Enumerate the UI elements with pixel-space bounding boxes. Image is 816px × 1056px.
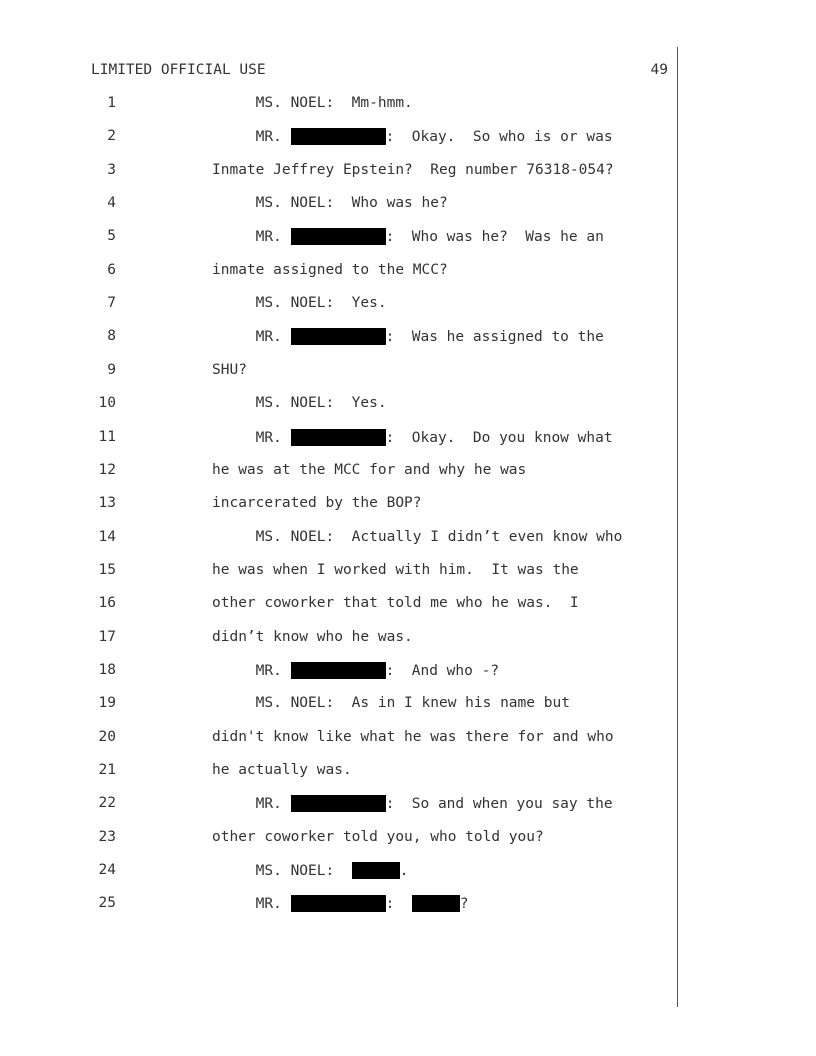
line-number: 21 xyxy=(98,762,116,778)
transcript-text: MR. xyxy=(212,896,291,912)
line-number: 10 xyxy=(98,395,116,411)
transcript-text: MS. NOEL: As in I knew his name but xyxy=(212,695,570,711)
transcript-line xyxy=(212,862,408,879)
line-number: 7 xyxy=(107,295,116,311)
line-number: 2 xyxy=(107,128,116,144)
transcript-text: : So and when you say the xyxy=(385,796,613,812)
transcript-text: Inmate Jeffrey Epstein? Reg number 76318-054? xyxy=(212,162,614,178)
line-number: 20 xyxy=(98,729,116,745)
line-number: 24 xyxy=(98,862,116,878)
transcript-text: inmate assigned to the MCC? xyxy=(212,262,448,278)
classification-header: LIMITED OFFICIAL USE xyxy=(91,62,266,78)
transcript-line xyxy=(212,262,448,278)
transcript-line xyxy=(212,328,604,345)
line-number: 5 xyxy=(107,228,116,244)
line-number: 11 xyxy=(98,429,116,445)
transcript-text: ? xyxy=(459,896,469,912)
transcript-text: MR. xyxy=(212,430,291,446)
redaction-block xyxy=(291,328,386,345)
transcript-line xyxy=(212,495,422,511)
transcript-text: MS. NOEL: xyxy=(212,863,352,879)
transcript-line xyxy=(212,762,352,778)
line-number: 16 xyxy=(98,595,116,611)
transcript-text: : And who -? xyxy=(385,663,500,679)
redaction-block xyxy=(291,662,386,679)
transcript-text: : Okay. Do you know what xyxy=(385,430,613,446)
transcript-line xyxy=(212,529,622,545)
line-number: 22 xyxy=(98,795,116,811)
transcript-line xyxy=(212,395,387,411)
transcript-line xyxy=(212,895,469,912)
transcript-line xyxy=(212,228,604,245)
transcript-line xyxy=(212,829,544,845)
right-margin-rule xyxy=(677,47,678,1007)
transcript-line xyxy=(212,562,579,578)
transcript-text: didn't know like what he was there for and who xyxy=(212,729,614,745)
redaction-block xyxy=(352,862,400,879)
transcript-text: other coworker that told me who he was. I xyxy=(212,595,579,611)
line-number: 3 xyxy=(107,162,116,178)
transcript-text: he actually was. xyxy=(212,762,352,778)
line-number: 14 xyxy=(98,529,116,545)
line-number: 15 xyxy=(98,562,116,578)
line-number: 12 xyxy=(98,462,116,478)
transcript-line xyxy=(212,729,614,745)
transcript-text: incarcerated by the BOP? xyxy=(212,495,422,511)
transcript-text: MS. NOEL: Mm-hmm. xyxy=(255,95,413,111)
redaction-block xyxy=(291,429,386,446)
transcript-line xyxy=(212,362,247,378)
transcript-text xyxy=(212,95,256,111)
transcript-text: MS. NOEL: Who was he? xyxy=(212,195,448,211)
transcript-line xyxy=(212,695,570,711)
transcript-text: SHU? xyxy=(212,362,247,378)
transcript-text: MS. NOEL: Yes. xyxy=(212,395,387,411)
transcript-text: other coworker told you, who told you? xyxy=(212,829,544,845)
transcript-line xyxy=(212,629,413,645)
transcript-text: MR. xyxy=(212,129,291,145)
line-number: 8 xyxy=(107,328,116,344)
redaction-block xyxy=(291,128,386,145)
line-number: 17 xyxy=(98,629,116,645)
transcript-text: : Okay. So who is or was xyxy=(385,129,613,145)
transcript-line xyxy=(212,95,413,111)
transcript-text: : Was he assigned to the xyxy=(385,329,604,345)
transcript-text: : xyxy=(385,896,412,912)
transcript-text: MS. NOEL: Yes. xyxy=(212,295,387,311)
transcript-text: he was when I worked with him. It was the xyxy=(212,562,579,578)
transcript-line xyxy=(212,795,613,812)
page-number: 49 xyxy=(650,62,668,78)
redaction-block xyxy=(291,895,386,912)
line-number: 25 xyxy=(98,895,116,911)
line-number: 1 xyxy=(107,95,116,111)
transcript-line xyxy=(212,429,613,446)
redaction-block xyxy=(291,795,386,812)
transcript-text: MR. xyxy=(212,663,291,679)
line-number: 13 xyxy=(98,495,116,511)
redaction-block xyxy=(291,228,386,245)
transcript-line xyxy=(212,462,526,478)
line-number: 19 xyxy=(98,695,116,711)
transcript-line xyxy=(212,662,499,679)
redaction-block xyxy=(412,895,460,912)
transcript-line xyxy=(212,195,448,211)
line-number: 6 xyxy=(107,262,116,278)
transcript-text: didn’t know who he was. xyxy=(212,629,413,645)
line-number: 23 xyxy=(98,829,116,845)
line-number: 18 xyxy=(98,662,116,678)
line-number: 4 xyxy=(107,195,116,211)
transcript-text: MS. NOEL: Actually I didn’t even know who xyxy=(212,529,623,545)
transcript-line xyxy=(212,295,387,311)
transcript-text: he was at the MCC for and why he was xyxy=(212,462,527,478)
transcript-line xyxy=(212,595,579,611)
transcript-text: MR. xyxy=(212,329,291,345)
transcript-text: MR. xyxy=(212,229,291,245)
transcript-text: MR. xyxy=(212,796,291,812)
transcript-text: . xyxy=(399,863,409,879)
transcript-line xyxy=(212,162,614,178)
line-number: 9 xyxy=(107,362,116,378)
transcript-text: : Who was he? Was he an xyxy=(385,229,604,245)
transcript-line xyxy=(212,128,613,145)
